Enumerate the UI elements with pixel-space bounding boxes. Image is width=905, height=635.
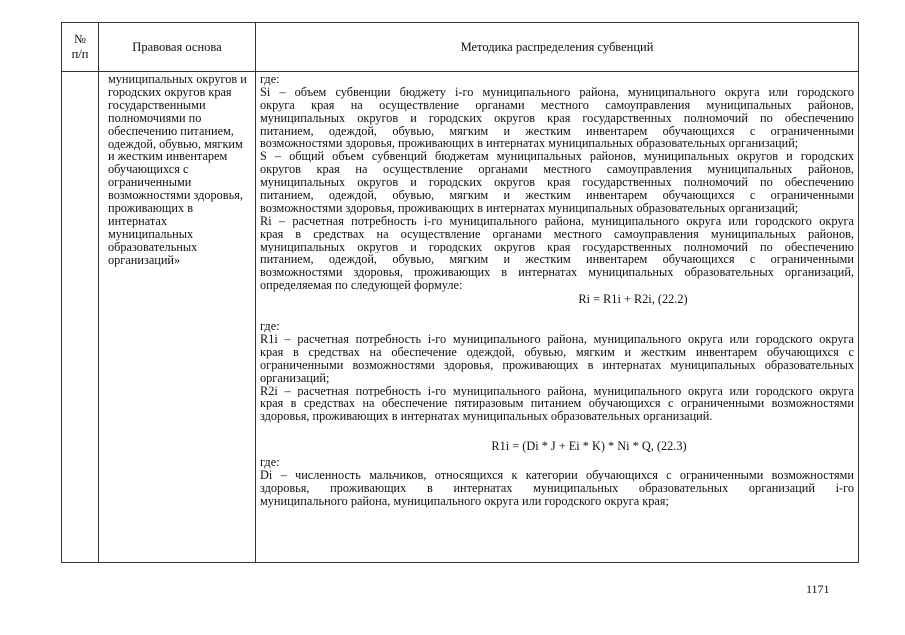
where-label: где: bbox=[260, 319, 280, 334]
r1i-definition-line: края в средствах на обеспечение одеждой, обувью, мягким и жестким инвентарем обучающихся с bbox=[260, 345, 854, 359]
legal-line: муниципальных bbox=[108, 226, 194, 241]
r1i-definition-line: ограниченными возможностями здоровья, проживающих в интернатах муниципальных образовательных bbox=[260, 358, 854, 372]
legal-line: муниципальных округов и bbox=[108, 72, 247, 86]
formula-22-2: Ri = R1i + R2i, (22.2) bbox=[578, 292, 688, 307]
formula-22-3: R1i = (Di * J + Ei * K) * Ni * Q, (22.3) bbox=[491, 439, 687, 454]
di-definition-line: здоровья, проживающих в интернатах муниципальных образовательных организаций i-го bbox=[260, 482, 854, 495]
si-definition-line: питанием, одеждой, обувью, мягким и жестким инвентарем обучающихся с ограниченными bbox=[260, 124, 854, 138]
ri-definition-line: муниципальных округов и городских округов края государственных полномочий по обеспечению bbox=[260, 240, 854, 254]
spacer bbox=[260, 306, 854, 320]
di-definition-line: Di – численность мальчиков, относящихся к категории обучающихся с ограниченными возможностями bbox=[260, 469, 854, 483]
si-definition-line: округа края на осуществление органами местного самоуправления муниципальных районов, bbox=[260, 98, 854, 112]
s-definition-line: S – общий объем субвенций бюджетам муниципальных районов, муниципальных округов и городских bbox=[260, 150, 854, 164]
s-definition-line: возможностями здоровья, проживающих в интернатах муниципальных образовательных организаций; bbox=[260, 200, 799, 215]
table-row bbox=[62, 72, 859, 563]
r2i-definition-line: R2i – расчетная потребность i-го муниципального района, муниципального округа или городского округа bbox=[260, 384, 854, 398]
r2i-definition-line: края в средствах на обеспечение пятиразовым питанием обучающихся с ограниченными возможностями bbox=[260, 397, 854, 411]
s-definition-line: питанием, одеждой, обувью, мягким и жестким инвентарем обучающихся с ограниченными bbox=[260, 189, 854, 202]
si-definition-line: Si – объем субвенции бюджету i-го муниципального района, муниципального округа или городского bbox=[260, 85, 854, 99]
header-number-symbol: № bbox=[74, 32, 86, 46]
legal-line: организаций» bbox=[108, 252, 181, 267]
legal-line: и жестким инвентарем bbox=[108, 149, 228, 164]
legal-line: одеждой, обувью, мягким bbox=[108, 136, 243, 151]
where-label: где: bbox=[260, 72, 280, 86]
s-definition-line: округов края на осуществление органами местного самоуправления муниципальных районов, bbox=[260, 163, 854, 177]
header-number-abbrev: п/п bbox=[71, 47, 89, 61]
r1i-definition-line: R1i – расчетная потребность i-го муниципального района, муниципального округа или городского округа bbox=[260, 333, 854, 346]
si-definition-line: возможностями здоровья, проживающих в интернатах муниципальных образовательных организаций; bbox=[260, 136, 799, 151]
legal-line: обеспечению питанием, bbox=[108, 123, 234, 138]
legal-line: полномочиями по bbox=[108, 110, 202, 125]
legal-line: обучающихся с bbox=[108, 162, 189, 177]
spacer bbox=[260, 423, 854, 439]
legal-line: проживающих в bbox=[108, 201, 194, 216]
ri-definition-line: Ri – расчетная потребность i-го муниципального района, муниципального округа или городского округа bbox=[260, 214, 854, 228]
header-legal-basis: Правовая основа bbox=[99, 23, 256, 72]
s-definition-line: муниципальных округов и городских округов края государственных полномочий по обеспечению bbox=[260, 176, 854, 190]
header-methodology: Методика распределения субвенций bbox=[256, 23, 859, 72]
legal-line: интернатах bbox=[108, 213, 167, 228]
legal-line: ограниченными bbox=[108, 175, 192, 190]
header-number-cell bbox=[62, 23, 99, 72]
legal-line: государственными bbox=[108, 97, 206, 112]
legal-line: возможностями здоровья, bbox=[108, 188, 243, 203]
ri-definition-line: края в средствах на осуществление органами местного самоуправления муниципальных районов, bbox=[260, 227, 854, 241]
ri-definition-line: питанием, одеждой, обувью, мягким и жестким инвентарем обучающихся с ограниченными bbox=[260, 253, 854, 267]
page-number: 1171 bbox=[806, 582, 830, 596]
legal-line: образовательных bbox=[108, 239, 198, 254]
legal-line: городских округов края bbox=[108, 84, 232, 99]
number-cell bbox=[62, 72, 99, 563]
si-definition-line: муниципальных округов и городских округов края государственных полномочий по обеспечению bbox=[260, 111, 854, 125]
table-header-row bbox=[62, 23, 859, 72]
methodology-cell bbox=[256, 72, 859, 563]
ri-definition-line: определяемая по следующей формуле: bbox=[260, 278, 463, 293]
legal-basis-cell bbox=[99, 72, 256, 563]
di-definition-line: муниципального района, муниципального округа или городского округа края; bbox=[260, 493, 669, 508]
r1i-definition-line: организаций; bbox=[260, 370, 330, 385]
r2i-definition-line: здоровья, проживающих в интернатах муниципальных образовательных организаций. bbox=[260, 409, 713, 424]
where-label: где: bbox=[260, 455, 280, 470]
ri-definition-line: возможностями здоровья, проживающих в интернатах муниципальных образовательных организаций, bbox=[260, 266, 854, 280]
subsidy-methodology-table bbox=[61, 22, 859, 563]
